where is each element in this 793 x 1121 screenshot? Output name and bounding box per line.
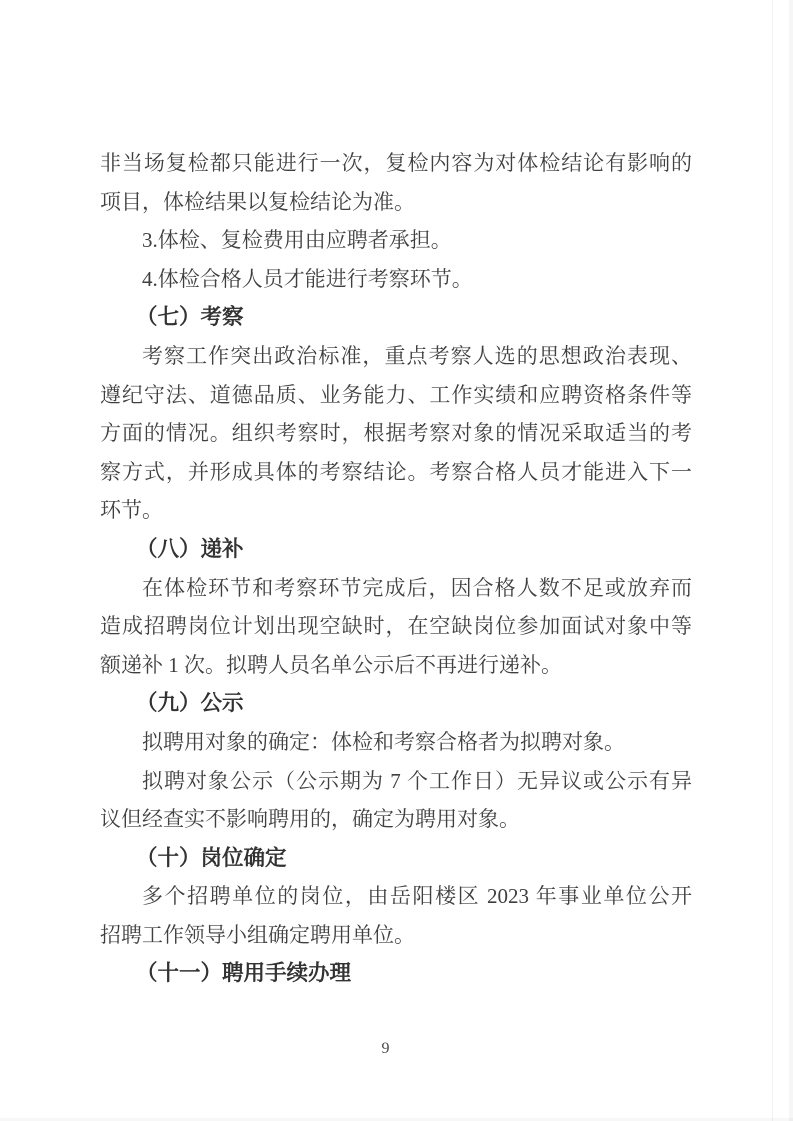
document-body (100, 144, 692, 993)
paragraph (100, 877, 692, 954)
text-line: 在体检环节和考察环节完成后，因合格人数不足或放弃而 (142, 575, 692, 600)
text-line: 环节。 (100, 498, 163, 523)
scan-artifact-line (772, 0, 773, 1121)
paragraph (100, 144, 692, 221)
text-line: 3.体检、复检费用由应聘者承担。 (142, 228, 452, 253)
text-line: 议但经查实不影响聘用的，确定为聘用对象。 (100, 807, 520, 832)
text-line: 4.体检合格人员才能进行考察环节。 (142, 266, 473, 291)
text-line: 遵纪守法、道德品质、业务能力、工作实绩和应聘资格条件等 (100, 382, 692, 407)
page-number: 9 (381, 1040, 391, 1057)
text-line: （八）递补 (136, 536, 244, 561)
text-line: （七）考察 (136, 305, 244, 330)
section-heading (100, 684, 692, 723)
paragraph (100, 337, 692, 530)
page-footer (0, 1040, 772, 1058)
text-line: 多个招聘单位的岗位，由岳阳楼区 2023 年事业单位公开 (142, 884, 692, 909)
paragraph (100, 723, 692, 762)
text-line: 非当场复检都只能进行一次，复检内容为对体检结论有影响的 (100, 151, 692, 175)
text-line: （十一）聘用手续办理 (136, 961, 352, 986)
text-line: （九）公示 (136, 691, 244, 716)
text-line: 拟聘对象公示（公示期为 7 个工作日）无异议或公示有异 (142, 768, 692, 793)
text-line: 项目，体检结果以复检结论为准。 (100, 189, 415, 214)
section-heading (100, 839, 692, 878)
text-line: 额递补 1 次。拟聘人员名单公示后不再进行递补。 (100, 652, 562, 677)
paragraph (100, 569, 692, 685)
scan-artifact-right-edge (789, 0, 793, 1121)
paragraph (100, 221, 692, 260)
paragraph (100, 260, 692, 299)
text-line: 察方式，并形成具体的考察结论。考察合格人员才能进入下一 (100, 459, 692, 484)
section-heading (100, 954, 692, 993)
paragraph (100, 762, 692, 839)
text-line: 考察工作突出政治标准，重点考察人选的思想政治表现、 (142, 343, 692, 368)
text-line: （十）岗位确定 (136, 845, 287, 870)
text-line: 造成招聘岗位计划出现空缺时，在空缺岗位参加面试对象中等 (100, 614, 692, 639)
section-heading (100, 530, 692, 569)
text-line: 拟聘用对象的确定：体检和考察合格者为拟聘对象。 (142, 729, 625, 754)
text-line: 方面的情况。组织考察时，根据考察对象的情况采取适当的考 (100, 421, 692, 446)
text-line: 招聘工作领导小组确定聘用单位。 (100, 922, 415, 947)
section-heading (100, 298, 692, 337)
